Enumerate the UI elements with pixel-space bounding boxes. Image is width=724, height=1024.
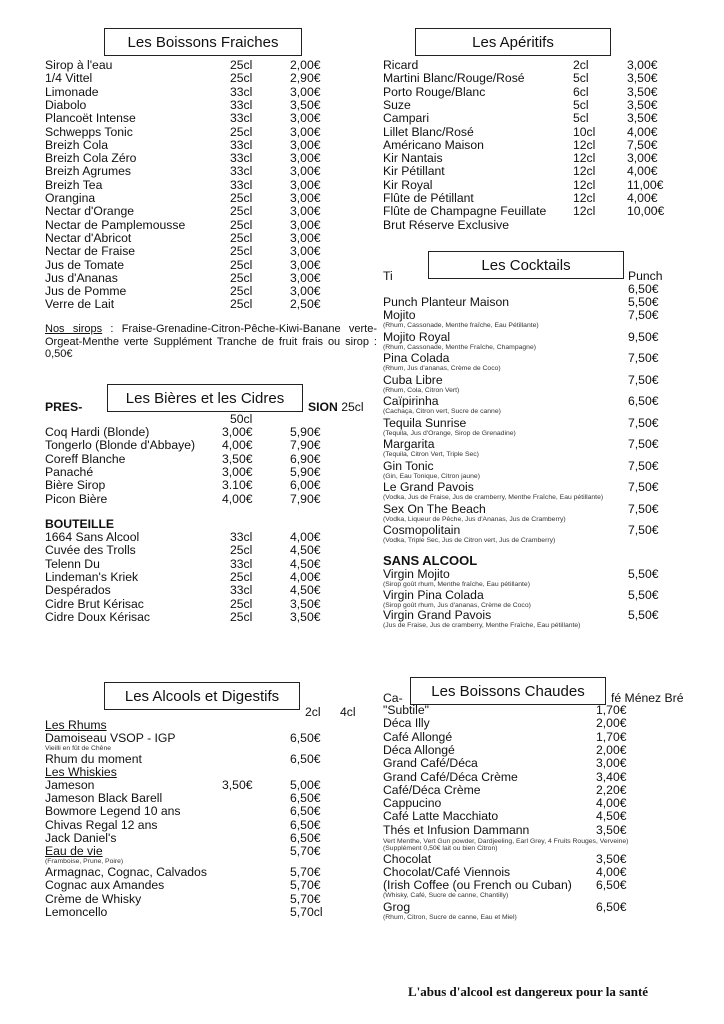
item-name: Campari (383, 111, 430, 126)
item-price-50cl: 5,90€ (290, 425, 321, 439)
item-size: 25cl (230, 297, 253, 312)
item-price: 5,50€ (628, 295, 659, 309)
item-price: 3,00€ (290, 270, 321, 285)
item-price-25cl: 4,00€ (222, 491, 253, 506)
item-name: Américano Maison (383, 137, 484, 152)
item-name: Nectar de Pamplemousse (45, 217, 186, 232)
item-description: (Sirop goût rhum, Jus d'ananas, Crème de Coco) (383, 601, 531, 609)
item-name: Le Grand Pavois (383, 480, 474, 494)
item-name: Lillet Blanc/Rosé (383, 124, 474, 139)
item-price: 3,00€ (290, 191, 321, 205)
item-price: 3,50€ (290, 596, 321, 611)
item-price: 3,50€ (627, 84, 658, 99)
item-description: (Tequila, Jus d'Orange, Sirop de Grenadine) (383, 429, 516, 437)
item-size: 25cl (230, 71, 253, 86)
item-name: Punch Planteur Maison (383, 295, 510, 309)
item-name: Plancoët Intense (45, 111, 136, 126)
item-price: 11,00€ (627, 177, 664, 192)
item-name: Cuba Libre (383, 372, 443, 387)
item-size: 25cl (230, 191, 253, 205)
item-name: Mojito (383, 308, 416, 322)
item-price: 2,00€ (596, 742, 627, 757)
item-name: Orangina (45, 191, 96, 205)
item-name: Flûte de Pétillant (383, 191, 474, 205)
item-price-50cl: 6,90€ (290, 451, 321, 466)
item-name: Virgin Pina Colada (383, 587, 484, 602)
item-name: Chocolat (383, 852, 432, 866)
item-size: 25cl (230, 217, 253, 232)
item-price: 4,00€ (627, 164, 658, 179)
item-price-25cl: 3,00€ (222, 425, 253, 439)
item-price: 5,50€ (628, 608, 659, 622)
item-description: (Tequila, Citron Vert, Triple Sec) (383, 451, 479, 458)
item-size: 33cl (230, 583, 253, 598)
section-title-alcools: Les Alcools et Digestifs (104, 682, 300, 710)
section-title-chaudes: Les Boissons Chaudes (410, 677, 606, 705)
pression-right: SION (308, 400, 338, 414)
item-price: 3,00€ (627, 58, 658, 72)
ti-label: Ti (383, 269, 393, 283)
item-description: (Rhum, Cassonade, Menthe fraîche, Eau Pétillante) (383, 322, 539, 329)
item-name: Margarita (383, 437, 435, 451)
item-size: 5cl (573, 71, 589, 86)
pression-label-right (308, 401, 364, 414)
pression-label-left: PRES- (45, 400, 83, 414)
the-sub-1: Vert Menthe, Vert Gun powder, Dardjeeling, Earl Grey, 4 Fruits Rouges, Verveine) (383, 838, 629, 845)
item-name: Chivas Regal 12 ans (45, 817, 158, 832)
item-price: 3,50€ (290, 97, 321, 112)
item-price: 4,00€ (596, 796, 627, 811)
item-description: (Vodka, Jus de Fraise, Jus de cramberry, Menthe Fraîche, Eau pétillante) (383, 494, 604, 501)
section-title-boissons-fraiches: Les Boissons Fraiches (104, 28, 302, 56)
item-name: Suze (383, 97, 411, 112)
item-price: 3,00€ (290, 124, 321, 139)
item-name: (Irish Coffee (ou French ou Cuban) (383, 878, 572, 892)
item-price: 3,00€ (290, 217, 321, 232)
section-title-aperitifs: Les Apéritifs (415, 28, 611, 56)
col-50cl: 50cl (230, 412, 253, 426)
item-size: 6cl (573, 84, 589, 99)
item-description: (Vodka, Triple Sec, Jus de Citron vert, Jus de Cramberry) (383, 537, 556, 544)
item-price: 3,00€ (290, 230, 321, 245)
item-size: 12cl (573, 151, 596, 166)
item-price: 3,50€ (596, 852, 627, 866)
item-price: 6,50€ (290, 817, 321, 832)
item-price: 3,00€ (290, 137, 321, 152)
item-size: 12cl (573, 191, 596, 205)
item-price: 3,50€ (627, 97, 658, 112)
col-2cl: 2cl (305, 705, 321, 719)
item-name: Pina Colada (383, 351, 450, 365)
item-price: 5,50€ (628, 567, 659, 581)
item-price: 4,50€ (290, 543, 321, 558)
sirops-label: Nos sirops (45, 323, 103, 335)
item-name: Cidre Brut Kérisac (45, 596, 144, 611)
item-price-50cl: 5,90€ (290, 464, 321, 479)
item-size: 12cl (573, 177, 596, 192)
item-name: Gin Tonic (383, 458, 434, 473)
item-size: 5cl (573, 97, 589, 112)
item-name: Breizh Cola Zéro (45, 151, 137, 166)
item-price-50cl: 7,90€ (290, 438, 321, 453)
item-size: 25cl (230, 543, 253, 558)
item-name: Martini Blanc/Rouge/Rosé (383, 71, 525, 86)
item-size: 2cl (573, 58, 589, 72)
item-name: Porto Rouge/Blanc (383, 84, 486, 99)
item-price: 2,00€ (290, 58, 321, 72)
item-name: Sirop à l'eau (45, 58, 113, 72)
item-size: 25cl (230, 596, 253, 611)
item-size: 12cl (573, 204, 596, 219)
damoiseau-sub: Vieilli en fût de Chêne (45, 745, 112, 752)
health-warning: L'abus d'alcool est dangereux pour la santé (408, 984, 649, 999)
item-price-25cl: 3.10€ (222, 478, 253, 493)
item-size: 25cl (230, 204, 253, 219)
item-size: 25cl (230, 609, 253, 624)
item-size: 33cl (230, 164, 253, 179)
item-name: Diabolo (45, 97, 87, 112)
item-price: 3,50€ (290, 609, 321, 624)
item-name: Caïpirinha (383, 394, 439, 408)
item-name: Sex On The Beach (383, 501, 486, 516)
item-name: Jus de Pomme (45, 284, 127, 299)
item-price: 1,70€ (596, 703, 627, 717)
item-name: "Subtile" (383, 703, 429, 717)
item-price: 10,00€ (627, 204, 665, 219)
item-size: 33cl (230, 97, 253, 112)
item-price: 6,50€ (290, 791, 321, 805)
ti-punch-price: 6,50€ (628, 282, 659, 296)
item-price: 4,50€ (596, 809, 627, 824)
item-description: (Rhum, Jus d'ananas, Crème de Coco) (383, 365, 501, 372)
item-name: Brut Réserve Exclusive (383, 217, 509, 232)
section-title-bieres: Les Bières et les Cidres (107, 384, 303, 412)
item-name: Nectar d'Abricot (45, 230, 132, 245)
item-name: Déca Illy (383, 716, 430, 731)
item-price: 4,00€ (627, 191, 658, 205)
item-name: Coq Hardi (Blonde) (45, 425, 150, 439)
item-price: 3,00€ (290, 84, 321, 99)
item-price: 7,50€ (628, 523, 659, 537)
item-name: Virgin Mojito (383, 567, 450, 581)
item-price: 3,50€ (627, 111, 658, 126)
item-price: 9,50€ (628, 329, 659, 344)
item-price: 7,50€ (628, 501, 659, 516)
item-price: 4,00€ (290, 569, 321, 584)
item-name: Verre de Lait (45, 297, 115, 312)
item-size: 33cl (230, 177, 253, 192)
item-name: Telenn Du (45, 556, 100, 571)
item-name: Armagnac, Cognac, Calvados (45, 865, 207, 879)
item-name: Crème de Whisky (45, 891, 142, 906)
item-name: Grand Café/Déca Crème (383, 769, 518, 784)
item-price: 7,50€ (628, 458, 659, 473)
item-price: 3,00€ (290, 244, 321, 259)
item-price: 5,70€ (290, 891, 321, 906)
item-price: 6,50€ (290, 731, 321, 745)
item-description: (Rhum, Cola, Citron Vert) (383, 386, 460, 394)
item-name: Kir Royal (383, 177, 433, 192)
rhums-label: Les Rhums (45, 718, 107, 732)
item-price: 7,50€ (628, 308, 659, 322)
item-name: Despérados (45, 583, 111, 598)
item-name: Bowmore Legend 10 ans (45, 804, 181, 819)
item-price-25cl: 4,00€ (222, 438, 253, 453)
item-price: 7,50€ (627, 137, 658, 152)
item-price: 5,70€ (290, 844, 321, 858)
item-name: Flûte de Champagne Feuillate (383, 204, 547, 219)
item-description: (Sirop goût rhum, Menthe fraîche, Eau pétillante) (383, 581, 530, 588)
item-name: Breizh Cola (45, 137, 108, 152)
item-size: 25cl (230, 244, 253, 259)
item-price: 3,00€ (627, 151, 658, 166)
item-name: Café Allongé (383, 729, 453, 744)
item-size: 33cl (230, 111, 253, 126)
item-name: Kir Pétillant (383, 164, 445, 179)
item-size: 33cl (230, 151, 253, 166)
item-size: 33cl (230, 530, 253, 544)
item-price-25cl: 3,50€ (222, 451, 253, 466)
item-price: 4,50€ (290, 583, 321, 598)
item-name: Cognac aux Amandes (45, 878, 165, 893)
item-price: 2,00€ (596, 716, 627, 731)
item-price: 3,50€ (627, 71, 658, 86)
item-name: Jus de Tomate (45, 257, 125, 272)
item-price: 6,50€ (628, 394, 659, 408)
item-price: 3,00€ (290, 284, 321, 299)
item-price: 7,50€ (628, 351, 659, 365)
item-size: 33cl (230, 84, 253, 99)
item-name: Cuvée des Trolls (45, 543, 136, 558)
item-name: Jameson Black Barell (45, 791, 163, 805)
item-size: 25cl (230, 124, 253, 139)
item-name: Jack Daniel's (45, 830, 117, 845)
item-description: (Rhum, Cassonade, Menthe Fraîche, Champagne) (383, 343, 537, 351)
item-price: 2,50€ (290, 297, 321, 312)
item-price: 3,50€ (596, 822, 627, 837)
item-price: 6,50€ (290, 752, 321, 766)
item-price: 4,00€ (290, 530, 321, 544)
item-name: Nectar de Fraise (45, 244, 136, 259)
col-4cl: 4cl (340, 705, 356, 719)
the-sub-2: (Supplément 0,50€ lait ou bien Citron) (383, 845, 498, 852)
item-name: Cappucino (383, 796, 442, 811)
whiskies-label: Les Whiskies (45, 765, 117, 779)
item-size: 33cl (230, 556, 253, 571)
item-name: Breizh Agrumes (45, 164, 132, 179)
item-name: Coreff Blanche (45, 451, 126, 466)
item-price: 3,00€ (290, 164, 321, 179)
punch-label: Punch (628, 269, 663, 283)
eau-de-vie-sub: (Framboise, Prune, Poire) (45, 858, 124, 865)
item-price: 5,70€ (290, 878, 321, 893)
item-price: 6,50€ (290, 804, 321, 819)
item-price: 3,00€ (290, 204, 321, 219)
irish-sub: (Whisky, Café, Sucre de canne, Chantilly) (383, 892, 509, 899)
cafe-label-left: Ca- (383, 691, 403, 705)
item-name: Cosmopolitain (383, 523, 461, 537)
item-price-50cl: 7,90€ (290, 491, 321, 506)
sans-alcool-label: SANS ALCOOL (383, 553, 478, 568)
item-name: Déca Allongé (383, 742, 455, 757)
item-price: 5,70cl (290, 904, 323, 919)
item-name: Kir Nantais (383, 151, 443, 166)
item-name: Limonade (45, 84, 99, 99)
item-name: Schwepps Tonic (45, 124, 133, 139)
item-price-50cl: 6,00€ (290, 478, 321, 493)
item-size: 33cl (230, 137, 253, 152)
section-title-cocktails: Les Cocktails (428, 251, 624, 279)
item-price: 1,70€ (596, 729, 627, 744)
item-name: Chocolat/Café Viennois (383, 865, 511, 879)
item-name: Grog (383, 900, 411, 914)
item-price: 3,00€ (596, 756, 627, 771)
item-name: Mojito Royal (383, 329, 451, 344)
item-name: Picon Bière (45, 491, 108, 506)
item-name: Grand Café/Déca (383, 756, 478, 771)
item-name: Thés et Infusion Dammann (383, 822, 530, 837)
item-name: Jus d'Ananas (45, 270, 118, 285)
item-price: 4,00€ (627, 124, 658, 139)
sirops-text: : Fraise-Grenadine-Citron-Pêche-Kiwi-Banane verte-Orgeat-Menthe verte Supplément Tranche de fruit frais ou sirop : 0,50€ (45, 323, 377, 360)
cafe-label-right: fé Ménez Bré (611, 691, 684, 705)
item-price: 6,50€ (596, 900, 627, 914)
item-name: Damoiseau VSOP - IGP (45, 731, 176, 745)
item-name: Rhum du moment (45, 752, 142, 766)
col-25cl: 25cl (341, 400, 364, 414)
item-size: 25cl (230, 257, 253, 272)
item-description: (Vodka, Liqueur de Pêche, Jus d'Ananas, Jus de Cramberry) (383, 515, 566, 523)
sirops-note (45, 323, 377, 361)
item-price: 5,50€ (628, 587, 659, 602)
item-size: 25cl (230, 569, 253, 584)
item-size: 12cl (573, 164, 596, 179)
item-price: 2,90€ (290, 71, 321, 86)
item-name: Lemoncello (45, 904, 108, 919)
item-name: Café/Déca Crème (383, 782, 481, 797)
item-name: Panaché (45, 464, 94, 479)
item-name: Jameson (45, 778, 95, 792)
item-name: 1664 Sans Alcool (45, 530, 140, 544)
item-size: 5cl (573, 111, 589, 126)
item-name: Bière Sirop (45, 478, 106, 493)
item-size: 25cl (230, 230, 253, 245)
item-price: 3,40€ (596, 769, 627, 784)
item-name: Tequila Sunrise (383, 415, 467, 430)
item-name: Ricard (383, 58, 419, 72)
item-name: Café Latte Macchiato (383, 809, 499, 824)
item-price: 7,50€ (628, 415, 659, 430)
item-size: 12cl (573, 137, 596, 152)
item-name: Nectar d'Orange (45, 204, 135, 219)
item-name: Eau de vie (45, 844, 103, 858)
item-price: 3,00€ (290, 151, 321, 166)
item-name: 1/4 Vittel (45, 71, 93, 86)
item-name: Cidre Doux Kérisac (45, 609, 150, 624)
item-price: 7,50€ (628, 437, 659, 451)
item-size: 25cl (230, 58, 253, 72)
item-size: 25cl (230, 284, 253, 299)
item-price: 3,00€ (290, 111, 321, 126)
item-price: 4,00€ (596, 865, 627, 879)
item-name: Breizh Tea (45, 177, 103, 192)
item-price: 6,50€ (596, 878, 627, 892)
item-price: 6,50€ (290, 830, 321, 845)
bouteille-label: BOUTEILLE (45, 517, 115, 531)
item-price-4cl: 5,00€ (290, 778, 321, 792)
item-name: Tongerlo (Blonde d'Abbaye) (45, 438, 196, 453)
item-price: 5,70€ (290, 865, 321, 879)
item-description: (Cachaça, Citron vert, Sucre de canne) (383, 408, 501, 415)
item-size: 25cl (230, 270, 253, 285)
item-description: (Jus de Fraise, Jus de cramberry, Menthe Fraîche, Eau pétillante) (383, 622, 581, 629)
item-price: 7,50€ (628, 480, 659, 494)
item-name: Virgin Grand Pavois (383, 608, 492, 622)
item-price: 3,00€ (290, 257, 321, 272)
item-price: 3,00€ (290, 177, 321, 192)
item-price: 4,50€ (290, 556, 321, 571)
item-price-2cl: 3,50€ (222, 778, 253, 792)
item-price: 2,20€ (596, 782, 627, 797)
item-size: 10cl (573, 124, 596, 139)
item-price-25cl: 3,00€ (222, 464, 253, 479)
item-description: (Gin, Eau Tonique, Citron jaune) (383, 472, 480, 480)
item-price: 7,50€ (628, 372, 659, 387)
grog-sub: (Rhum, Citron, Sucre de canne, Eau et Miel) (383, 914, 517, 921)
item-name: Lindeman's Kriek (45, 569, 139, 584)
